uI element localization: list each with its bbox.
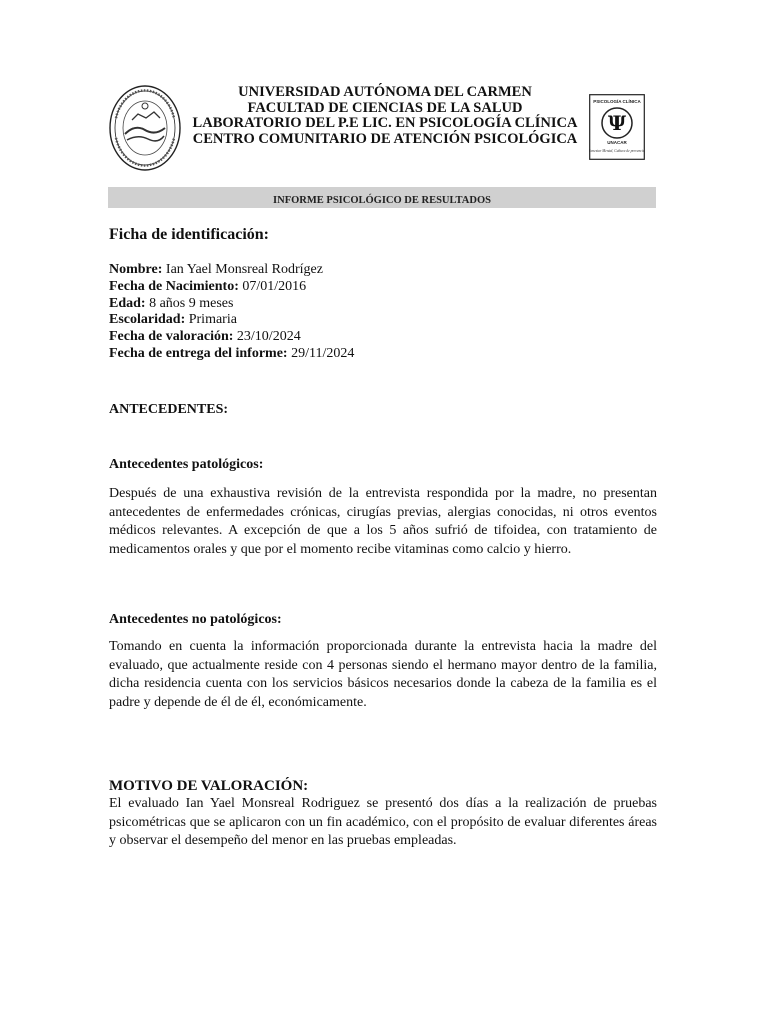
header-line-laboratory: LABORATORIO DEL P.E LIC. EN PSICOLOGÍA CLÍNICA — [192, 115, 578, 131]
logo-bottom-text: UNACAR — [607, 140, 627, 145]
pathological-history-heading: Antecedentes patológicos: — [109, 457, 264, 472]
field-label: Fecha de entrega del informe: — [109, 345, 288, 361]
field-value: 07/01/2016 — [242, 278, 307, 294]
field-value: 8 años 9 meses — [149, 295, 234, 311]
field-delivery-date — [109, 346, 354, 363]
assessment-reason-heading: MOTIVO DE VALORACIÓN: — [109, 778, 309, 794]
pathological-history-text: Después de una exhaustiva revisión de la entrevista respondida por la madre, no presentan antecedentes de enfermedades crónicas, cirugías previas, alergias conocidas, ni otros eventos médicos relevantes. A excepción de que a los 5 años sufrió de tifoidea, con tratamiento de medicamentos orales y que por el momento recibe vitaminas como calcio y hierro. — [109, 486, 657, 558]
field-age — [109, 296, 354, 313]
field-name — [109, 262, 354, 279]
field-label: Fecha de Nacimiento: — [109, 278, 239, 294]
psychology-program-logo — [589, 94, 645, 160]
header-line-center: CENTRO COMUNITARIO DE ATENCIÓN PSICOLÓGICA — [192, 130, 578, 147]
header-line-faculty: FACULTAD DE CIENCIAS DE LA SALUD — [247, 99, 523, 116]
report-title-banner: INFORME PSICOLÓGICO DE RESULTADOS — [108, 187, 656, 208]
institution-header — [150, 85, 620, 147]
background-heading: ANTECEDENTES: — [109, 402, 229, 417]
field-assessment-date — [109, 329, 354, 346]
field-value: Ian Yael Monsreal Rodrígez — [165, 262, 323, 277]
field-value: 23/10/2024 — [236, 329, 301, 345]
assessment-reason-text: El evaluado Ian Yael Monsreal Rodriguez se presentó dos días a la realización de pruebas psicométricas que se aplicaron con un fin académico, con el propósito de evaluar diferentes áreas y observar el desempeño del menor en las pruebas empleadas. — [109, 796, 657, 849]
field-label: Edad: — [109, 295, 146, 311]
field-value: 29/11/2024 — [291, 345, 355, 361]
header-line-university: UNIVERSIDAD AUTÓNOMA DEL CARMEN — [238, 84, 532, 100]
field-label: Escolaridad: — [109, 312, 186, 328]
non-pathological-history-text: Tomando en cuenta la información proporcionada durante la entrevista hacia la madre del evaluado, que actualmente reside con 4 personas siendo el hermano mayor dentro de la familia, dicha residencia cuenta con los servicios básicos necesarios donde la cabeza de la familia es el padre y depende de él de él, económicamente. — [109, 639, 657, 711]
logo-tagline: Bienestar Mental, Cultura de prevención — [589, 149, 645, 153]
field-birth-date — [109, 279, 354, 296]
field-schooling — [109, 312, 354, 329]
identification-heading: Ficha de identificación: — [109, 226, 269, 243]
field-label: Nombre: — [109, 262, 163, 277]
non-pathological-history-heading: Antecedentes no patológicos: — [109, 612, 282, 627]
identification-fields — [109, 262, 354, 363]
logo-top-text: PSICOLOGÍA CLÍNICA — [593, 99, 641, 104]
psi-icon: Ψ — [607, 111, 627, 135]
field-value: Primaria — [188, 312, 237, 328]
field-label: Fecha de valoración: — [109, 329, 234, 345]
